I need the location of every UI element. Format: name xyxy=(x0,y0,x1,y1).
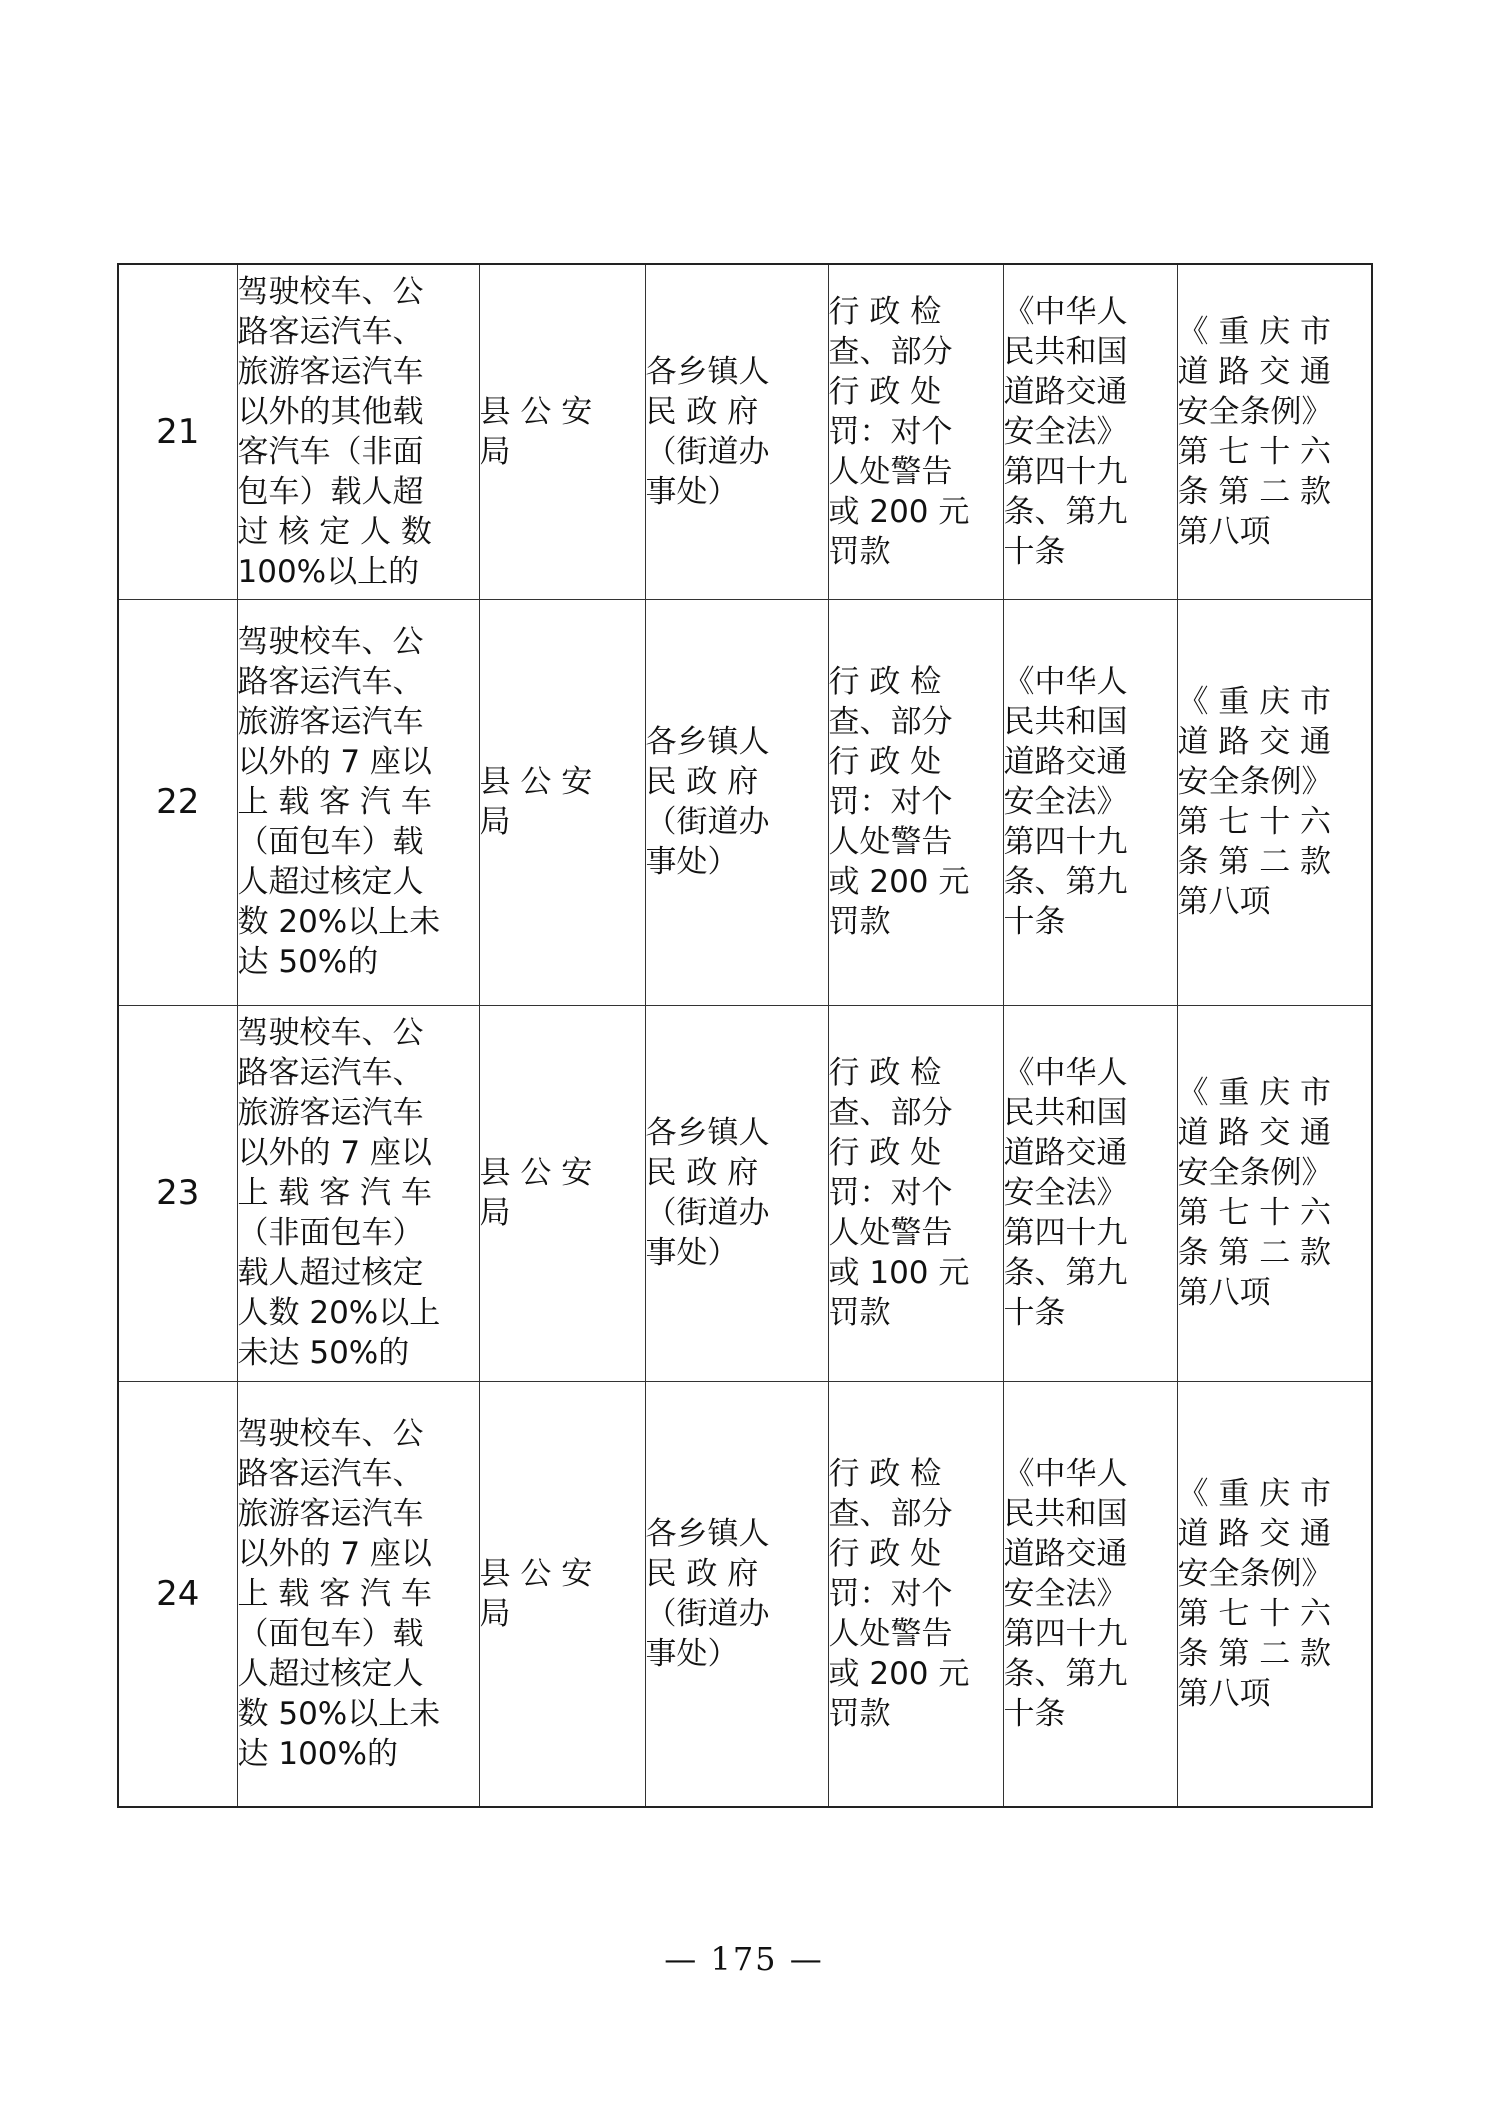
table-row xyxy=(118,599,1372,1005)
violation-cell: 驾驶校车、公 路客运汽车、 旅游客运汽车 以外的 7 座以 上 载 客 汽 车 （面包车）载 人超过核定人 数 50%以上未 达 100%的 xyxy=(237,1381,479,1807)
power-type-cell: 行 政 检 查、部分 行 政 处 罚：对个 人处警告 或 200 元 罚款 xyxy=(828,1381,1003,1807)
law-basis-cell: 《中华人 民共和国 道路交通 安全法》 第四十九 条、第九 十条 xyxy=(1003,1005,1177,1381)
delegate-cell: 各乡镇人 民 政 府 （街道办 事处） xyxy=(645,1005,828,1381)
table-row xyxy=(118,1381,1372,1807)
page-number: — 175 — xyxy=(664,1940,824,1978)
violation-cell: 驾驶校车、公 路客运汽车、 旅游客运汽车 以外的其他载 客汽车（非面 包车）载人超 过 核 定 人 数 100%以上的 xyxy=(237,264,479,599)
violation-cell: 驾驶校车、公 路客运汽车、 旅游客运汽车 以外的 7 座以 上 载 客 汽 车 （非面包车） 载人超过核定 人数 20%以上 未达 50%的 xyxy=(237,1005,479,1381)
authority-cell: 县 公 安 局 xyxy=(479,264,645,599)
power-type-cell: 行 政 检 查、部分 行 政 处 罚：对个 人处警告 或 200 元 罚款 xyxy=(828,599,1003,1005)
row-number: 23 xyxy=(118,1005,237,1381)
regulation-basis-cell: 《 重 庆 市 道 路 交 通 安全条例》 第 七 十 六 条 第 二 款 第八项 xyxy=(1177,599,1372,1005)
violation-cell: 驾驶校车、公 路客运汽车、 旅游客运汽车 以外的 7 座以 上 载 客 汽 车 （面包车）载 人超过核定人 数 20%以上未 达 50%的 xyxy=(237,599,479,1005)
authority-cell: 县 公 安 局 xyxy=(479,599,645,1005)
power-type-cell: 行 政 检 查、部分 行 政 处 罚：对个 人处警告 或 100 元 罚款 xyxy=(828,1005,1003,1381)
matters-table xyxy=(117,263,1373,1808)
authority-cell: 县 公 安 局 xyxy=(479,1381,645,1807)
regulation-basis-cell: 《 重 庆 市 道 路 交 通 安全条例》 第 七 十 六 条 第 二 款 第八项 xyxy=(1177,264,1372,599)
law-basis-cell: 《中华人 民共和国 道路交通 安全法》 第四十九 条、第九 十条 xyxy=(1003,1381,1177,1807)
law-basis-cell: 《中华人 民共和国 道路交通 安全法》 第四十九 条、第九 十条 xyxy=(1003,599,1177,1005)
law-basis-cell: 《中华人 民共和国 道路交通 安全法》 第四十九 条、第九 十条 xyxy=(1003,264,1177,599)
regulation-basis-cell: 《 重 庆 市 道 路 交 通 安全条例》 第 七 十 六 条 第 二 款 第八项 xyxy=(1177,1005,1372,1381)
delegate-cell: 各乡镇人 民 政 府 （街道办 事处） xyxy=(645,1381,828,1807)
row-number: 21 xyxy=(118,264,237,599)
table-row xyxy=(118,264,1372,599)
delegate-cell: 各乡镇人 民 政 府 （街道办 事处） xyxy=(645,599,828,1005)
power-type-cell: 行 政 检 查、部分 行 政 处 罚：对个 人处警告 或 200 元 罚款 xyxy=(828,264,1003,599)
authority-cell: 县 公 安 局 xyxy=(479,1005,645,1381)
delegate-cell: 各乡镇人 民 政 府 （街道办 事处） xyxy=(645,264,828,599)
regulation-basis-cell: 《 重 庆 市 道 路 交 通 安全条例》 第 七 十 六 条 第 二 款 第八项 xyxy=(1177,1381,1372,1807)
row-number: 22 xyxy=(118,599,237,1005)
table-row xyxy=(118,1005,1372,1381)
row-number: 24 xyxy=(118,1381,237,1807)
